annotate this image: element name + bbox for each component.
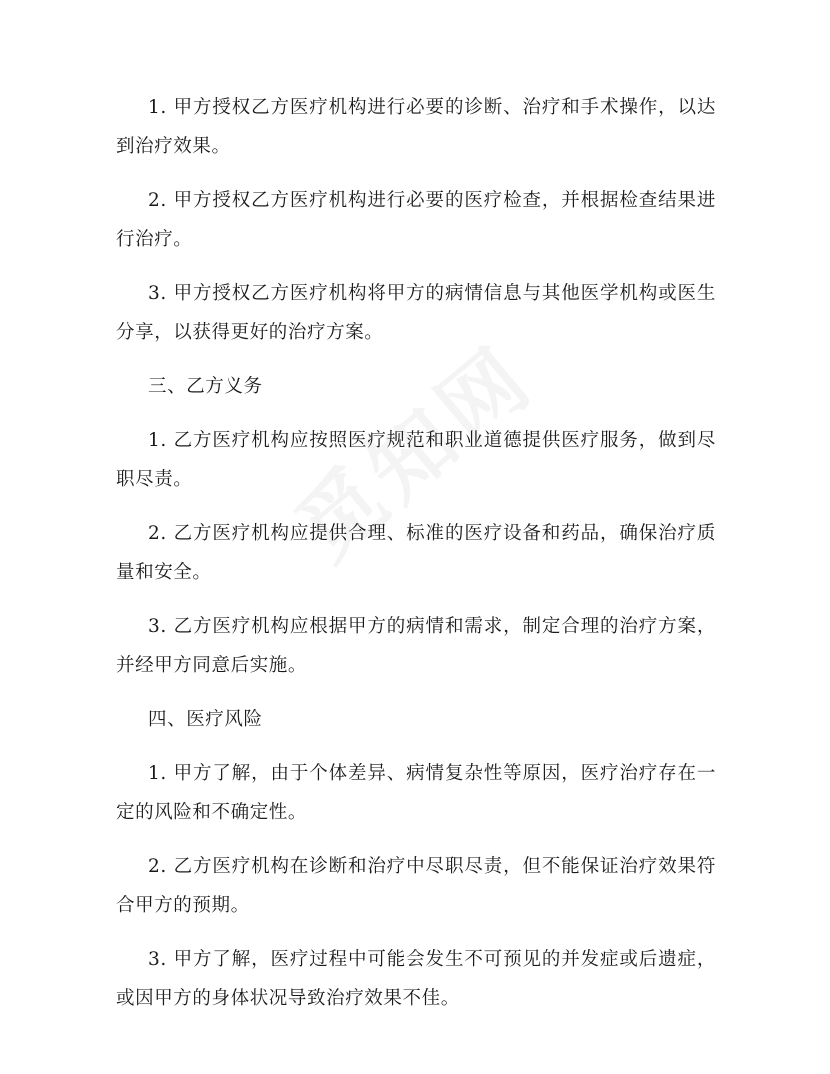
clause-2-item-2: 2. 甲方授权乙方医疗机构进行必要的医疗检查，并根据检查结果进行治疗。: [116, 190, 716, 250]
clause-4-item-1: 1. 甲方了解，由于个体差异、病情复杂性等原因，医疗治疗存在一定的风险和不确定性。: [116, 763, 716, 823]
document-body: [116, 88, 716, 1033]
clause-2-item-3: 3. 甲方授权乙方医疗机构将甲方的病情信息与其他医学机构或医生分享，以获得更好的治疗方案。: [116, 283, 716, 343]
clause-4-item-2: 2. 乙方医疗机构在诊断和治疗中尽职尽责，但不能保证治疗效果符合甲方的预期。: [116, 856, 716, 916]
clause-4-item-3: 3. 甲方了解，医疗过程中可能会发生不可预见的并发症或后遗症，或因甲方的身体状况导致治疗效果不佳。: [116, 949, 716, 1009]
clause-3-item-2: 2. 乙方医疗机构应提供合理、标准的医疗设备和药品，确保治疗质量和安全。: [116, 523, 716, 583]
section-heading-medical-risks: 四、医疗风险: [148, 709, 263, 730]
section-heading-party-b-obligations: 三、乙方义务: [148, 376, 263, 397]
clause-2-item-1: 1. 甲方授权乙方医疗机构进行必要的诊断、治疗和手术操作，以达到治疗效果。: [116, 97, 716, 157]
clause-3-item-3: 3. 乙方医疗机构应根据甲方的病情和需求，制定合理的治疗方案，并经甲方同意后实施。: [116, 616, 716, 676]
clause-3-item-1: 1. 乙方医疗机构应按照医疗规范和职业道德提供医疗服务，做到尽职尽责。: [116, 430, 716, 490]
